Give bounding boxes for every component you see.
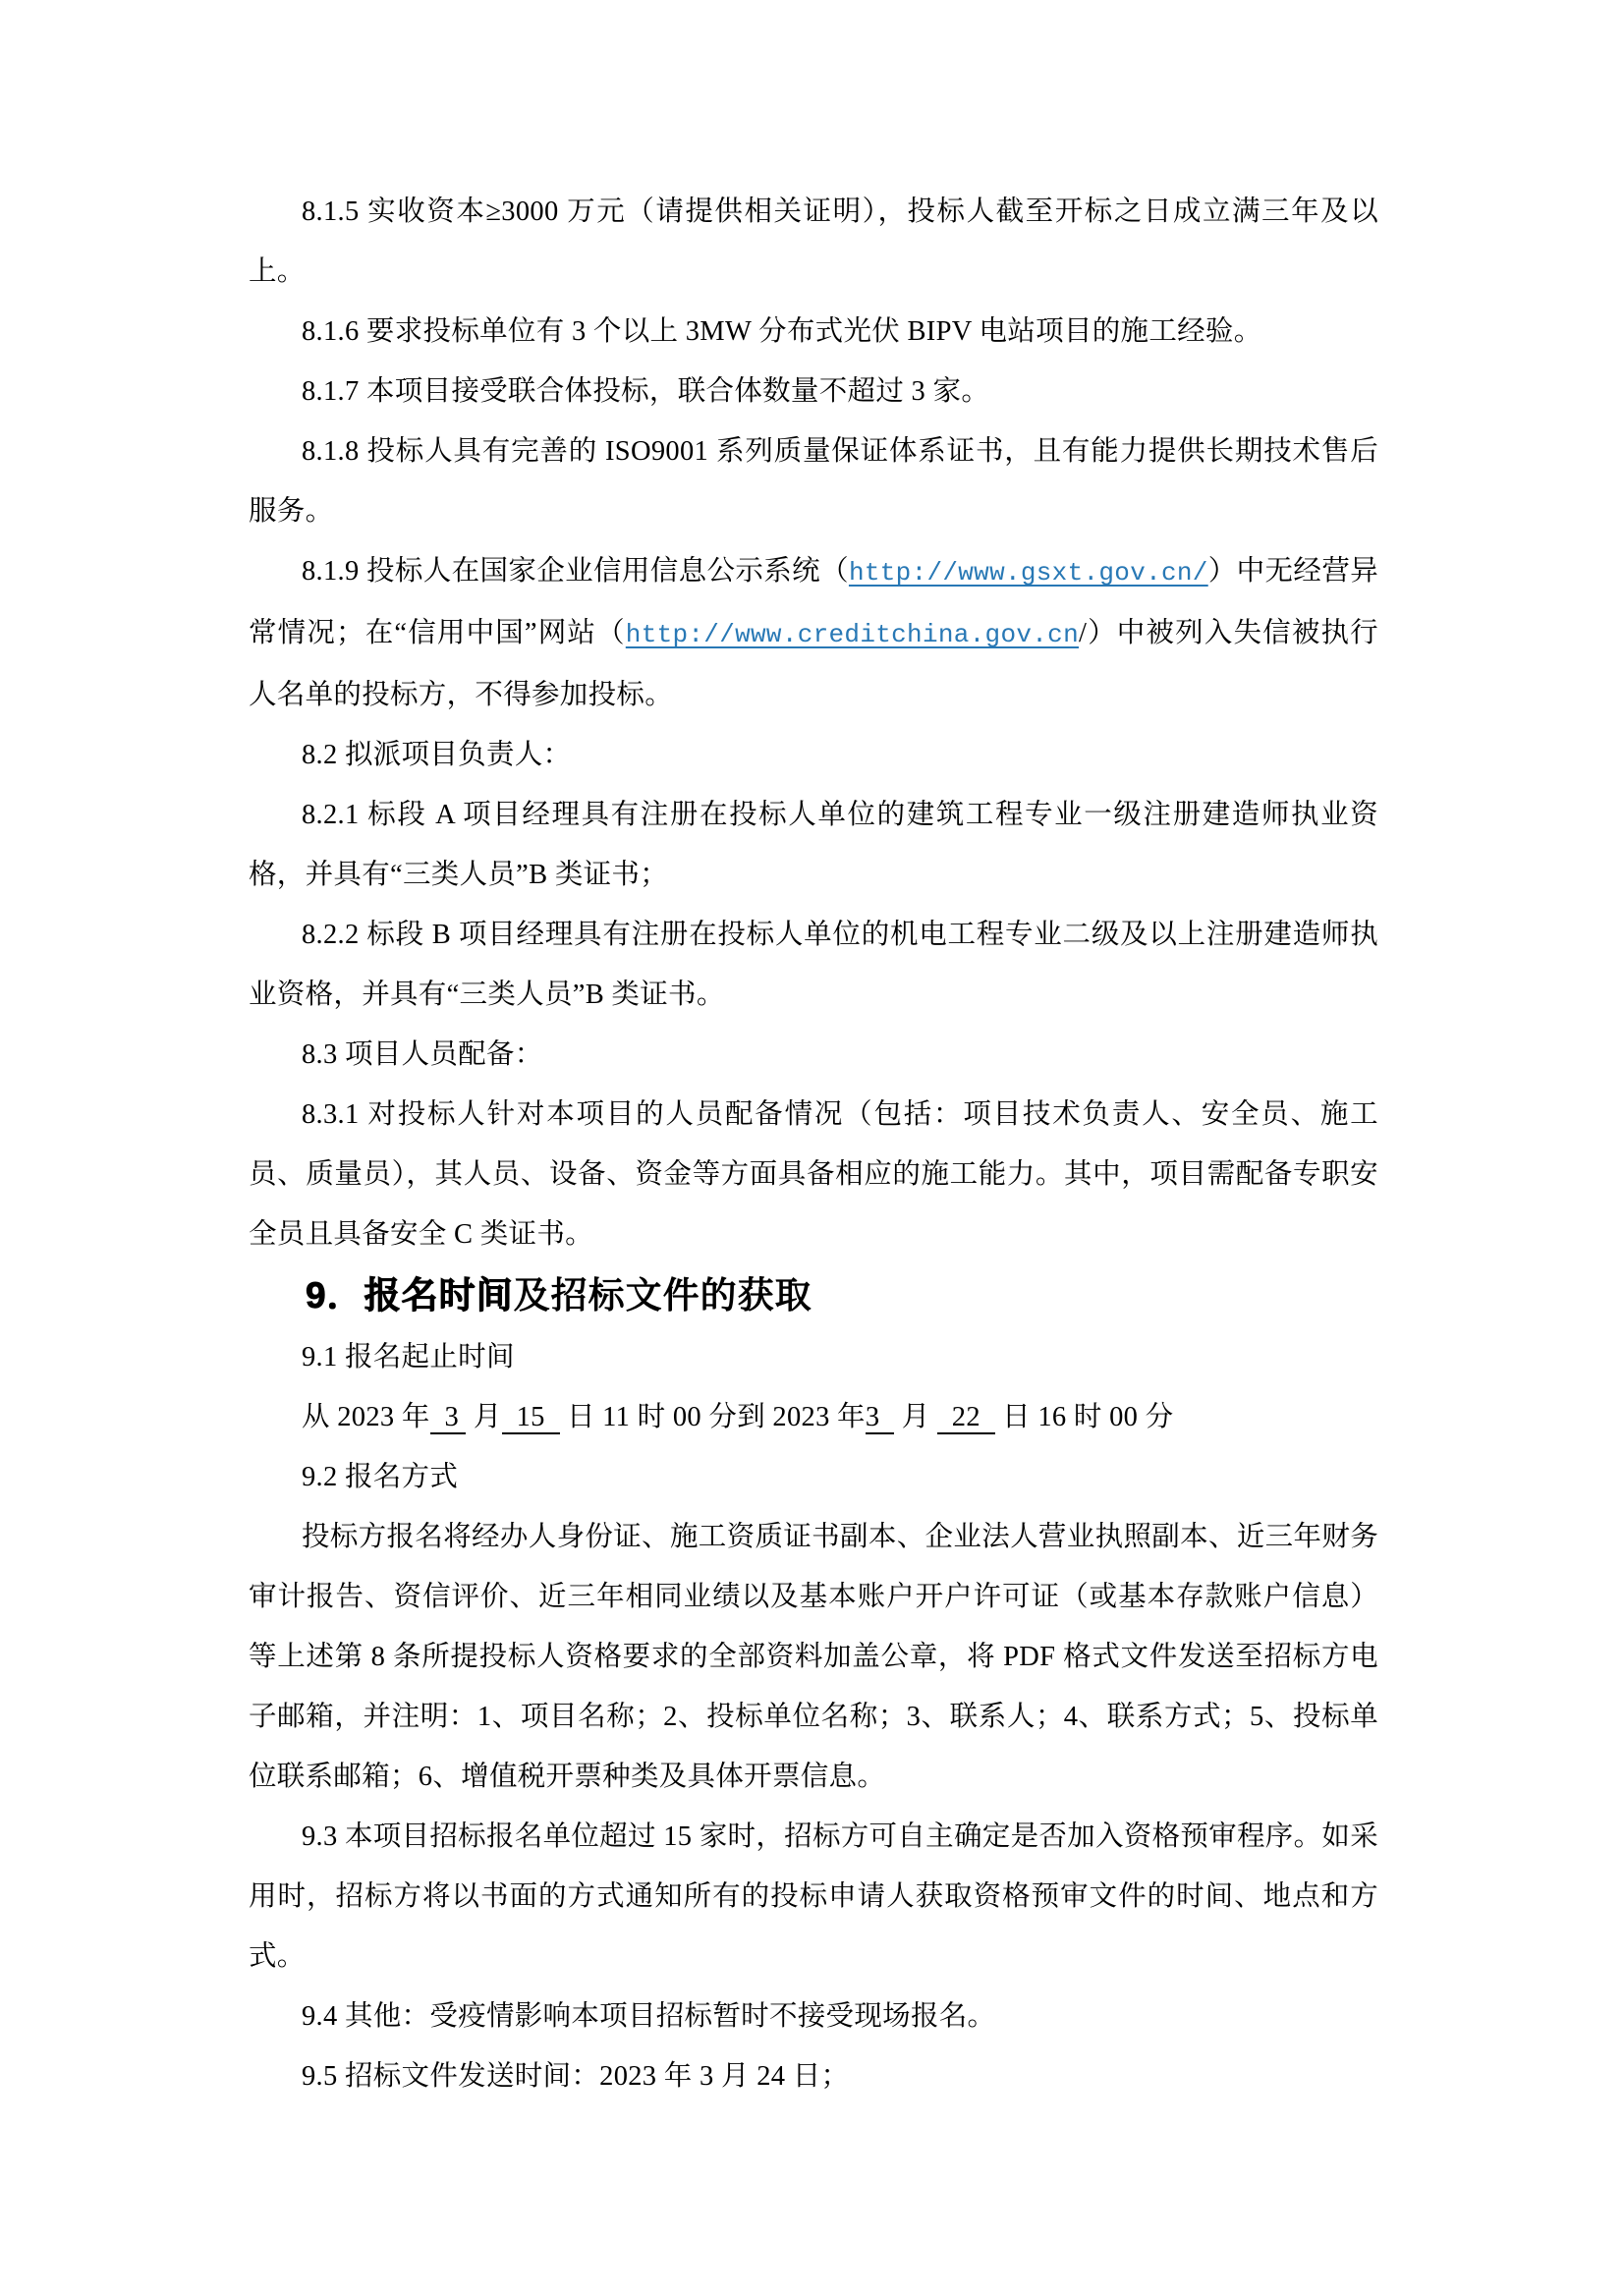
text-run: 9.5 招标文件发送时间：2023 年 3 月 24 日； — [302, 2061, 850, 2092]
text-run: 及招标文件的获取 — [513, 1275, 812, 1316]
clause-8-1-9 — [249, 541, 1378, 725]
text-run: 9.4 其他：受疫情影响本项目招标暂时不接受现场报名。 — [302, 2001, 996, 2032]
text-run: 日 16 时 00 分 — [994, 1402, 1174, 1432]
underline-blank: 15 — [501, 1402, 560, 1432]
document-body — [249, 182, 1378, 2106]
underline-blank: 22 — [936, 1402, 995, 1432]
clause-8-2 — [249, 725, 1378, 785]
text-run: 8.1.6 要求投标单位有 3 个以上 3MW 分布式光伏 BIPV 电站项目的施工经验。 — [302, 316, 1262, 347]
underline-blank: 3 — [429, 1402, 467, 1432]
text-run: 8.1.7 本项目接受联合体投标，联合体数量不超过 3 家。 — [302, 376, 990, 407]
clause-8-1-6 — [249, 302, 1378, 362]
text-run: 从 2023 年 — [302, 1402, 430, 1432]
clause-8-3-1 — [249, 1085, 1378, 1264]
text-run: 9.3 本项目招标报名单位超过 15 家时，招标方可自主确定是否加入资格预审程序。如采用时，招标方将以书面的方式通知所有的投标申请人获取资格预审文件的时间、地点和方式。 — [249, 1821, 1378, 1972]
text-run: 9．报名时间 — [306, 1275, 514, 1316]
clause-9-4 — [249, 1987, 1378, 2046]
clause-9-2 — [249, 1447, 1378, 1507]
text-run: 9.2 报名方式 — [302, 1462, 459, 1492]
text-run: 8.1.9 投标人在国家企业信用信息公示系统（ — [302, 556, 849, 587]
text-run: 月 — [466, 1402, 502, 1432]
text-run: 9.1 报名起止时间 — [302, 1342, 515, 1372]
text-run: 8.1.5 实收资本≥3000 万元（请提供相关证明），投标人截至开标之日成立满三年及以上。 — [249, 196, 1378, 287]
text-run: 8.2.2 标段 B 项目经理具有注册在投标人单位的机电工程专业二级及以上注册建造师执业资格，并具有“三类人员”B 类证书。 — [249, 920, 1378, 1010]
clause-8-2-1 — [249, 785, 1378, 905]
clause-8-2-2 — [249, 905, 1378, 1025]
text-run: 月 — [894, 1402, 937, 1432]
text-run: 8.3.1 对投标人针对本项目的人员配备情况（包括：项目技术负责人、安全员、施工员、质量员），其人员、设备、资金等方面具备相应的施工能力。其中，项目需配备专职安全员且具备安全 C 类证书。 — [249, 1099, 1378, 1250]
text-run: 8.1.8 投标人具有完善的 ISO9001 系列质量保证体系证书，且有能力提供长期技术售后服务。 — [249, 436, 1378, 527]
clause-8-1-5 — [249, 182, 1378, 302]
hyperlink[interactable]: http://www.gsxt.gov.cn/ — [848, 558, 1208, 588]
text-run: 投标方报名将经办人身份证、施工资质证书副本、企业法人营业执照副本、近三年财务审计报告、资信评价、近三年相同业绩以及基本账户开户许可证（或基本存款账户信息）等上述第 8 条所提投标人资格要求的全部资料加盖公章，将 PDF 格式文件发送至招标方电子邮箱，并注明：1、项目名称；2、投标单位名称；3、联系人；4、联系方式；5、投标单位联系邮箱；6、增值税开票种类及具体开票信息。 — [249, 1522, 1378, 1792]
hyperlink[interactable]: http://www.creditchina.gov.cn — [625, 620, 1079, 649]
clause-9-2-body — [249, 1507, 1378, 1807]
text-run: 日 11 时 00 分到 2023 年 — [559, 1402, 866, 1432]
clause-9-3 — [249, 1807, 1378, 1987]
signup-period-line — [249, 1387, 1378, 1447]
text-run: 8.2.1 标段 A 项目经理具有注册在投标人单位的建筑工程专业一级注册建造师执业资格，并具有“三类人员”B 类证书； — [249, 800, 1378, 890]
text-run: ）中无经营异常情况；在“信用中国”网站（ — [249, 556, 1378, 648]
underline-blank: 3 — [865, 1402, 895, 1432]
clause-9-1 — [249, 1327, 1378, 1387]
clause-8-3 — [249, 1025, 1378, 1085]
text-run: 8.2 拟派项目负责人： — [302, 740, 572, 770]
text-run: 8.3 项目人员配备： — [302, 1039, 543, 1070]
text-run: /）中被列入失信被执行人名单的投标方，不得参加投标。 — [249, 618, 1378, 710]
section-9-heading — [249, 1264, 1378, 1327]
clause-8-1-8 — [249, 421, 1378, 541]
clause-9-5 — [249, 2046, 1378, 2106]
clause-8-1-7 — [249, 362, 1378, 421]
